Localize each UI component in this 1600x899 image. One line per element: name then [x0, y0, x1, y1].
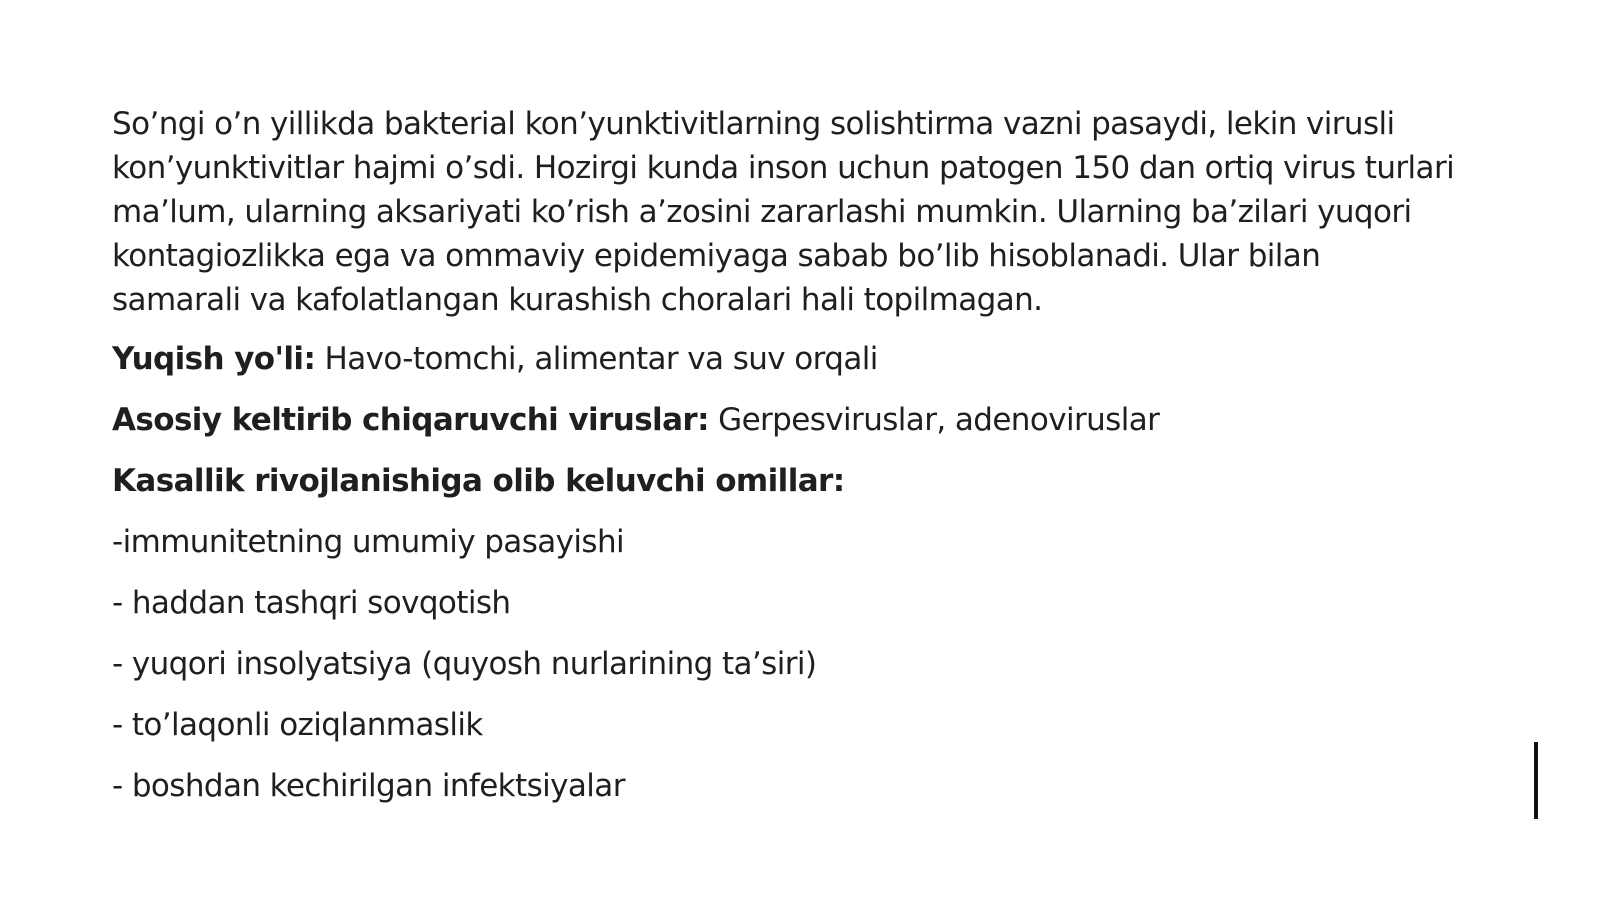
factor-item: - boshdan kechirilgan infektsiyalar — [112, 768, 625, 804]
viruses-label: Asosiy keltirib chiqaruvchi viruslar: — [112, 402, 709, 438]
factors-heading: Kasallik rivojlanishiga olib keluvchi omillar: — [112, 463, 845, 499]
factor-item: - yuqori insolyatsiya (quyosh nurlarining ta’siri) — [112, 646, 817, 682]
factor-item: -immunitetning umumiy pasayishi — [112, 524, 625, 560]
slide-content — [112, 102, 1457, 817]
viruses-line — [112, 390, 1457, 451]
transmission-value: Havo-tomchi, alimentar va suv orqali — [315, 341, 878, 377]
intro-paragraph: So’ngi o’n yillikda bakterial kon’yunktivitlarning solishtirma vazni pasaydi, lekin virusli kon’yunktivitlar hajmi o’sdi. Hozirgi kunda inson uchun patogen 150 dan ortiq virus turlari ma’lum, ularning aksariyati ko’rish a’zosini zararlashi mumkin. Ularning ba’zilari yuqori kontagiozlikka ega va ommaviy epidemiyaga sabab bo’lib hisoblanadi. Ular bilan samarali va kafolatlangan kurashish choralari hali topilmagan. — [112, 106, 1455, 318]
transmission-line — [112, 329, 1457, 390]
factor-item: - haddan tashqri sovqotish — [112, 585, 511, 621]
slide-edge-marker — [1534, 742, 1538, 819]
transmission-label: Yuqish yo'li: — [112, 341, 316, 377]
factor-item: - to’laqonli oziqlanmaslik — [112, 707, 483, 743]
viruses-value: Gerpesviruslar, adenoviruslar — [708, 402, 1160, 438]
